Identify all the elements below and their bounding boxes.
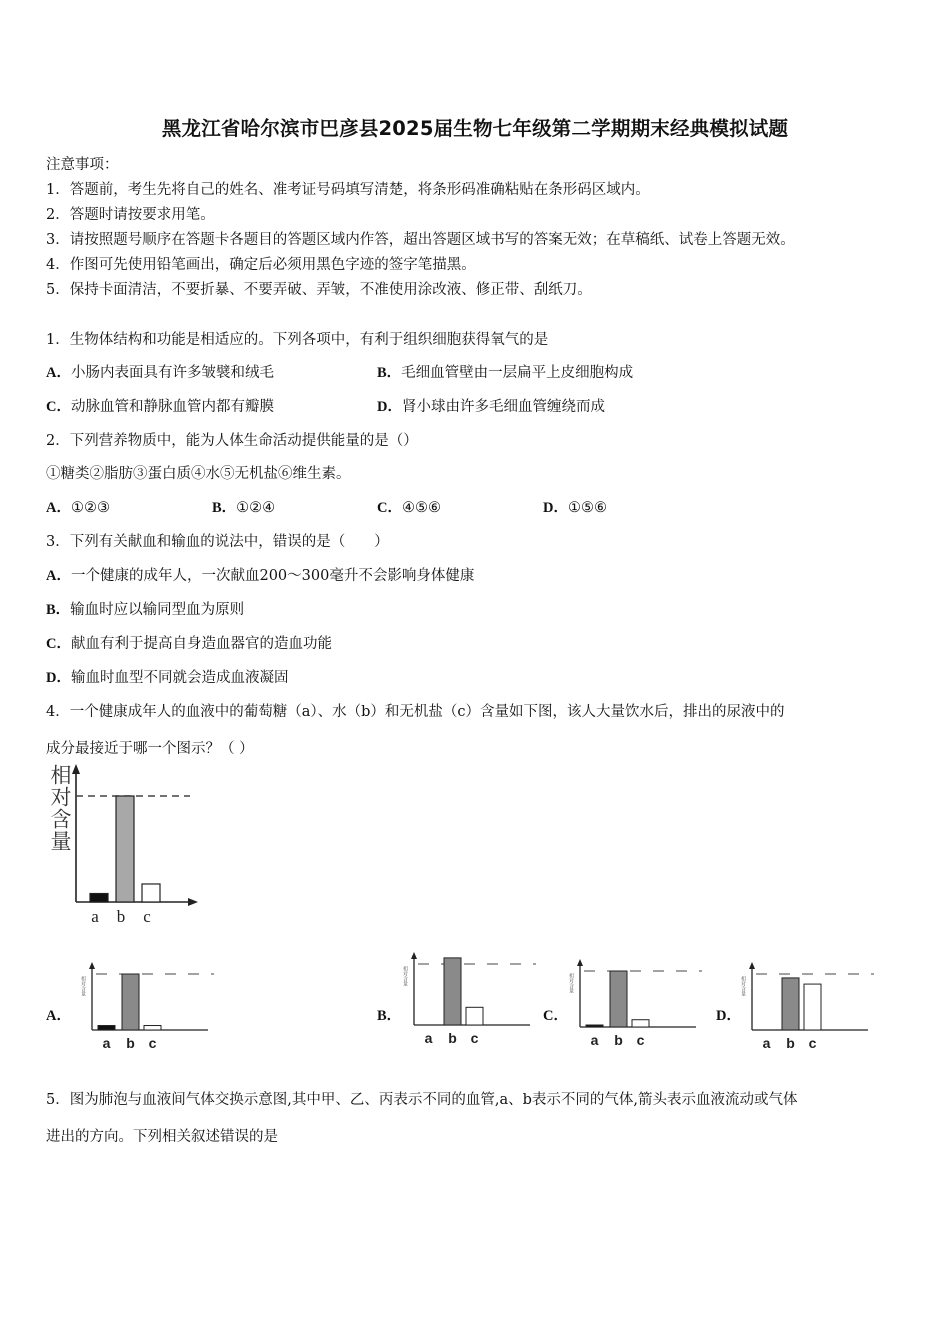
option-text: 输血时应以输同型血为原则 [70,602,245,618]
option-label: A． [46,1008,71,1024]
q5-stem-line1: 5．图为肺泡与血液间气体交换示意图,其中甲、乙、丙表示不同的血管,a、b表示不同的气体,箭头表示血液流动或气体 [46,1092,798,1108]
q2-option-c [377,496,441,517]
chart-y-axis-arrow [749,962,755,969]
option-text: ①②④ [236,500,276,516]
notice-item: 1．答题前，考生先将自己的姓名、准考证号码填写清楚，将条形码准确粘贴在条形码区域内。 [46,182,650,198]
bar-c [804,984,821,1030]
option-text: ④⑤⑥ [401,500,441,516]
q1-option-d [377,395,605,416]
q4-option-c-chart [566,955,706,1055]
category-label-b: b [116,907,126,926]
category-label-a: a [91,907,99,926]
category-label-c: c [636,1032,645,1048]
option-label: C． [46,399,71,415]
page-title: 黑龙江省哈尔滨市巴彦县2025届生物七年级第二学期期末经典模拟试题 [161,117,789,140]
bar-b [116,796,134,902]
q1-stem: 1．生物体结构和功能是相适应的。下列各项中，有利于组织细胞获得氧气的是 [46,332,549,348]
chart-ylabel: 相对含量 [80,976,86,996]
q2-option-d [543,496,607,517]
option-text: ①②③ [70,500,110,516]
option-label: A． [46,568,71,584]
q4-option-c-label [543,1004,568,1025]
q1-option-c [46,395,274,416]
option-label: A． [46,500,71,516]
category-label-a: a [590,1032,599,1048]
chart-y-axis-arrow [411,952,417,959]
bar-b [444,958,461,1025]
chart-ylabel: 相对含量 [568,973,574,993]
q5-stem-line2: 进出的方向。下列相关叙述错误的是 [46,1129,278,1145]
option-label: D． [377,399,402,415]
q3-option-b [46,598,244,619]
category-label-b: b [126,1035,135,1051]
q3-option-d [46,666,288,687]
chart-ylabel: 相对含量 [402,966,408,986]
q4-reference-chart [40,762,210,932]
option-text: 动脉血管和静脉血管内都有瓣膜 [70,399,274,415]
q3-stem: 3．下列有关献血和输血的说法中，错误的是（ ） [46,534,389,550]
q2-option-a [46,496,110,517]
category-label-a: a [762,1035,771,1051]
q2-stem: 2．下列营养物质中，能为人体生命活动提供能量的是（） [46,433,418,449]
q4-stem-line2: 成分最接近于哪一个图示？（ ） [46,741,254,757]
q1-option-a [46,361,274,382]
q4-option-a-chart [78,958,218,1058]
notice-item: 4．作图可先使用铅笔画出，确定后必须用黑色字迹的签字笔描黑。 [46,257,476,273]
option-text: 献血有利于提高自身造血器官的造血功能 [70,636,332,652]
option-text: 肾小球由许多毛细血管缠绕而成 [401,399,605,415]
q3-option-c [46,632,332,653]
q2-list: ①糖类②脂肪③蛋白质④水⑤无机盐⑥维生素。 [46,466,351,482]
option-label: B． [46,602,71,618]
option-label: B． [377,365,402,381]
category-label-c: c [470,1030,479,1046]
chart-x-axis-arrow [188,898,198,906]
bar-b [610,971,627,1027]
chart-ylabel: 相对含量 [740,976,746,996]
q1-option-b [377,361,633,382]
bar-b [122,974,139,1030]
bar-a [586,1025,603,1027]
option-label: C． [377,500,402,516]
bar-a [98,1026,115,1030]
chart-y-axis-arrow [577,959,583,966]
chart-y-axis-arrow [89,962,95,969]
category-label-b: b [614,1032,623,1048]
category-label-c: c [148,1035,157,1051]
option-label: D． [46,670,71,686]
notice-item: 2．答题时请按要求用笔。 [46,207,215,223]
bar-c [466,1007,483,1025]
chart-bars [90,796,160,902]
category-label-a: a [102,1035,111,1051]
chart-y-axis-arrow [72,764,80,774]
notice-heading: 注意事项： [46,157,119,173]
q2-option-b [212,496,275,517]
bar-c [142,884,160,902]
q4-stem-line1: 4．一个健康成年人的血液中的葡萄糖（a）、水（b）和无机盐（c）含量如下图，该人大量饮水后，排出的尿液中的 [46,704,785,720]
bar-a [90,894,108,902]
category-label-b: b [448,1030,457,1046]
category-label-b: b [786,1035,795,1051]
category-label-a: a [424,1030,433,1046]
bar-c [632,1020,649,1027]
chart-category-labels [91,907,151,926]
option-label: B． [212,500,237,516]
option-text: 输血时血型不同就会造成血液凝固 [70,670,289,686]
q4-option-b-label [377,1004,401,1025]
bar-c [144,1026,161,1030]
category-label-c: c [143,907,151,926]
q3-option-a [46,564,474,585]
bar-b [782,978,799,1030]
option-label: A． [46,365,71,381]
option-label: D． [543,500,568,516]
q4-option-a-label [46,1004,71,1025]
option-text: ①⑤⑥ [567,500,607,516]
option-text: 小肠内表面具有许多皱襞和绒毛 [70,365,274,381]
option-text: 毛细血管壁由一层扁平上皮细胞构成 [401,365,634,381]
q4-option-b-chart [400,948,540,1053]
q4-option-d-chart [738,958,878,1058]
option-label: C． [543,1008,568,1024]
option-label: D． [716,1008,741,1024]
option-text: 一个健康的成年人，一次献血200～300毫升不会影响身体健康 [70,568,475,584]
category-label-c: c [808,1035,817,1051]
notice-item: 5．保持卡面清洁，不要折暴、不要弄破、弄皱，不准使用涂改液、修正带、刮纸刀。 [46,282,592,298]
option-label: C． [46,636,71,652]
notice-item: 3．请按照题号顺序在答题卡各题目的答题区域内作答，超出答题区域书写的答案无效；在草稿纸、试卷上答题无效。 [46,232,795,248]
option-label: B． [377,1008,402,1024]
chart-ylabel: 相对含量 [48,764,72,852]
